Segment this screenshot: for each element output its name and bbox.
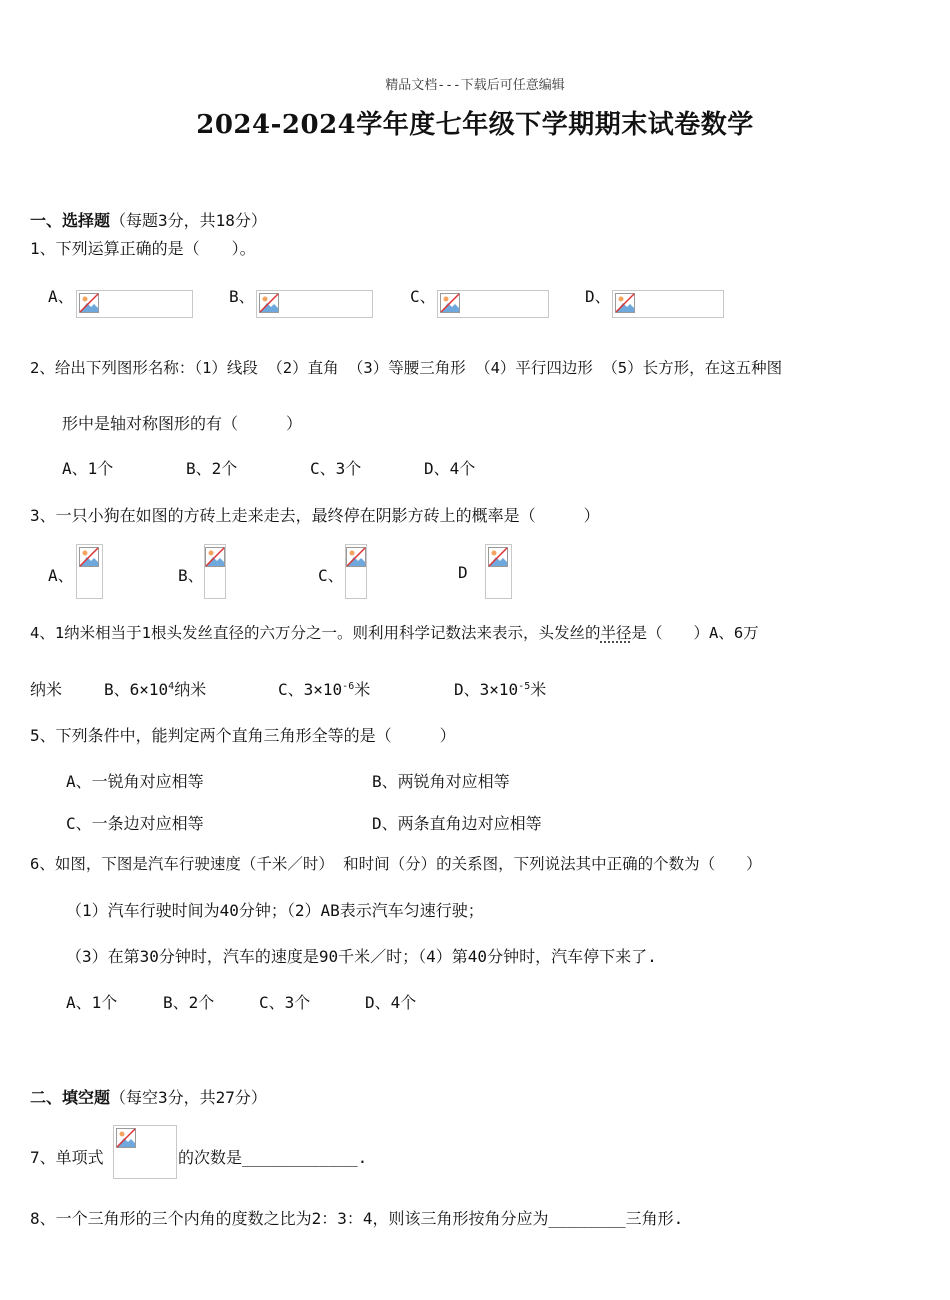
q1-option-d-label: D、 bbox=[585, 287, 611, 306]
q7-prefix: 7、单项式 bbox=[30, 1148, 104, 1167]
q2-line-1: 2、给出下列图形名称：（1）线段 （2）直角 （3）等腰三角形 （4）平行四边形 （5）长方形，在这五种图 bbox=[30, 359, 783, 377]
q1-option-a-image bbox=[76, 290, 193, 318]
page-title: 2024-2024学年度七年级下学期期末试卷数学 bbox=[196, 110, 754, 140]
broken-image-icon bbox=[205, 547, 225, 567]
q4-option-c-exponent: -6 bbox=[342, 681, 355, 692]
q7-suffix: 的次数是____________. bbox=[178, 1148, 368, 1167]
section-1-heading bbox=[30, 208, 267, 231]
q3-option-c-image bbox=[345, 544, 367, 599]
q3-option-d-image bbox=[485, 544, 512, 599]
q1-option-a-label: A、 bbox=[48, 287, 74, 306]
broken-image-icon bbox=[116, 1128, 136, 1148]
broken-image-icon bbox=[346, 547, 366, 567]
section-2-label: 二、填空题 bbox=[30, 1088, 111, 1107]
header-note: 精品文档---下载后可任意编辑 bbox=[385, 78, 565, 93]
q4-option-c-base: C、3×10 bbox=[278, 680, 343, 699]
section-2-note: （每空3分，共27分） bbox=[110, 1088, 267, 1107]
q6-statement-1-2: （1）汽车行驶时间为40分钟；（2）AB表示汽车匀速行驶； bbox=[66, 901, 484, 920]
broken-image-icon bbox=[79, 547, 99, 567]
q3-option-c-label: C、 bbox=[318, 566, 344, 585]
q6-option-a: A、1个 bbox=[66, 993, 118, 1012]
q4-option-b bbox=[104, 677, 206, 700]
q6-option-c: C、3个 bbox=[259, 993, 311, 1012]
q6-option-b: B、2个 bbox=[163, 993, 215, 1012]
q6-option-d: D、4个 bbox=[365, 993, 417, 1012]
broken-image-icon bbox=[79, 293, 99, 313]
q6-statement-3-4: （3）在第30分钟时，汽车的速度是90千米／时；（4）第40分钟时，汽车停下来了. bbox=[66, 947, 657, 966]
q4-line-1-c: 是（ ）A、6万 bbox=[631, 624, 759, 642]
section-1-label: 一、选择题 bbox=[30, 211, 111, 230]
q5-option-d: D、两条直角边对应相等 bbox=[372, 814, 542, 833]
q4-option-b-unit: 纳米 bbox=[174, 680, 207, 699]
q1-option-d-image bbox=[612, 290, 724, 318]
q4-option-d-unit: 米 bbox=[530, 680, 547, 699]
q1-option-b-image bbox=[256, 290, 373, 318]
broken-image-icon bbox=[615, 293, 635, 313]
q5-option-c: C、一条边对应相等 bbox=[66, 814, 204, 833]
q4-option-b-base: B、6×10 bbox=[104, 680, 169, 699]
q2-option-d: D、4个 bbox=[424, 459, 476, 478]
q1-option-c-image bbox=[437, 290, 549, 318]
q3-option-b-image bbox=[204, 544, 226, 599]
q4-option-b-exponent: 4 bbox=[168, 681, 175, 692]
q4-line-1 bbox=[30, 621, 759, 643]
broken-image-icon bbox=[440, 293, 460, 313]
q7-monomial-image bbox=[113, 1125, 177, 1179]
q3-option-a-label: A、 bbox=[48, 566, 74, 585]
broken-image-icon bbox=[259, 293, 279, 313]
q1-stem: 1、下列运算正确的是（ ）。 bbox=[30, 239, 256, 258]
q2-line-2: 形中是轴对称图形的有（ ） bbox=[62, 414, 303, 433]
q4-line-1-a: 4、1纳米相当于1根头发丝直径的六万分之一。则利用科学记数法来表示，头发丝的 bbox=[30, 624, 601, 642]
q1-option-b-label: B、 bbox=[229, 287, 255, 306]
section-1-note: （每题3分，共18分） bbox=[110, 211, 267, 230]
q4-option-d-base: D、3×10 bbox=[454, 680, 519, 699]
q5-option-b: B、两锐角对应相等 bbox=[372, 772, 510, 791]
q8-text: 8、一个三角形的三个内角的度数之比为2：3：4，则该三角形按角分应为________三角形. bbox=[30, 1209, 684, 1228]
q2-option-a: A、1个 bbox=[62, 459, 114, 478]
q2-option-c: C、3个 bbox=[310, 459, 362, 478]
q3-option-d-label: D bbox=[458, 563, 468, 582]
q3-option-b-label: B、 bbox=[178, 566, 204, 585]
q1-option-c-label: C、 bbox=[410, 287, 436, 306]
q6-stem: 6、如图，下图是汽车行驶速度（千米／时） 和时间（分）的关系图，下列说法其中正确的个数为（ ） bbox=[30, 855, 762, 873]
q4-option-c-unit: 米 bbox=[354, 680, 371, 699]
q3-option-a-image bbox=[76, 544, 103, 599]
q4-emphasis-radius: 半径 bbox=[600, 624, 632, 642]
q4-option-d bbox=[454, 677, 546, 700]
q4-line-2-a: 纳米 bbox=[30, 680, 63, 699]
q4-option-d-exponent: -5 bbox=[518, 681, 531, 692]
q3-stem: 3、一只小狗在如图的方砖上走来走去，最终停在阴影方砖上的概率是（ ） bbox=[30, 506, 600, 525]
broken-image-icon bbox=[488, 547, 508, 567]
q5-stem: 5、下列条件中，能判定两个直角三角形全等的是（ ） bbox=[30, 726, 456, 745]
q2-option-b: B、2个 bbox=[186, 459, 238, 478]
section-2-heading bbox=[30, 1085, 267, 1108]
q5-option-a: A、一锐角对应相等 bbox=[66, 772, 204, 791]
q4-option-c bbox=[278, 677, 370, 700]
